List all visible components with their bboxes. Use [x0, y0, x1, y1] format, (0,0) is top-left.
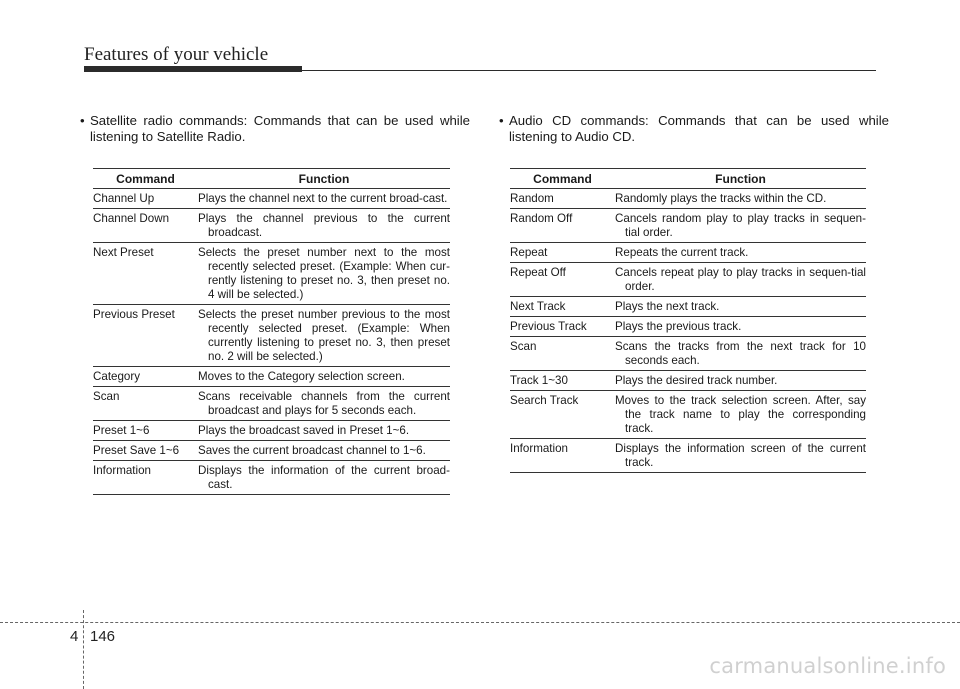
command-cell: Repeat Off [510, 263, 615, 297]
watermark: carmanualsonline.info [709, 654, 946, 678]
table-row [510, 317, 866, 337]
function-cell [615, 337, 866, 371]
command-cell: Preset 1~6 [93, 421, 198, 441]
footer-vertical-divider [83, 610, 84, 689]
command-cell: Preset Save 1~6 [93, 441, 198, 461]
function-cell [198, 305, 450, 367]
table-row [93, 421, 450, 441]
table-row [93, 367, 450, 387]
command-cell: Category [93, 367, 198, 387]
function-cell [615, 317, 866, 337]
function-text: Selects the preset number next to the most recently selected preset. (Example: When cur-rently listening to preset no. 3, then preset no. 4 will be selected.) [198, 246, 450, 301]
command-cell: Previous Preset [93, 305, 198, 367]
table-row [93, 305, 450, 367]
table-row [510, 189, 866, 209]
command-cell: Channel Up [93, 189, 198, 209]
function-cell [615, 297, 866, 317]
table-row [93, 243, 450, 305]
function-text: Displays the information of the current broad-cast. [198, 464, 450, 491]
function-cell [615, 209, 866, 243]
table-row [93, 209, 450, 243]
command-cell: Repeat [510, 243, 615, 263]
command-cell: Next Preset [93, 243, 198, 305]
footer-divider [0, 622, 960, 623]
function-text: Plays the desired track number. [615, 374, 778, 387]
function-text: Saves the current broadcast channel to 1~6. [198, 444, 426, 457]
table-row [510, 371, 866, 391]
function-cell [615, 391, 866, 439]
function-cell [615, 263, 866, 297]
function-text: Displays the information screen of the current track. [615, 442, 866, 469]
function-text: Plays the channel previous to the current broadcast. [198, 212, 450, 239]
header-rule-thick [84, 66, 302, 72]
table-header-row [93, 169, 450, 189]
table-row [510, 337, 866, 371]
satellite-table-body [93, 189, 450, 495]
table-row [93, 189, 450, 209]
header-rule-thin [302, 70, 876, 71]
table-row [510, 297, 866, 317]
function-text: Plays the channel next to the current broad-cast. [198, 192, 448, 205]
function-text: Plays the previous track. [615, 320, 742, 333]
chapter-number: 4 [70, 628, 79, 645]
function-text: Selects the preset number previous to the most recently selected preset. (Example: When currently listening to preset no. 3, then preset no. 2 will be selected.) [198, 308, 450, 363]
function-text: Scans the tracks from the next track for 10 seconds each. [615, 340, 866, 367]
function-text: Moves to the Category selection screen. [198, 370, 405, 383]
satellite-intro: • Satellite radio commands: Commands that can be used while listening to Satellite Radio. [78, 113, 470, 145]
function-cell [198, 421, 450, 441]
command-cell: Previous Track [510, 317, 615, 337]
audio-cd-commands-table [510, 168, 866, 473]
function-cell [198, 387, 450, 421]
function-cell [198, 441, 450, 461]
table-header-row [510, 169, 866, 189]
table-row [93, 461, 450, 495]
function-text: Randomly plays the tracks within the CD. [615, 192, 827, 205]
function-text: Repeats the current track. [615, 246, 749, 259]
function-cell [198, 367, 450, 387]
command-cell: Information [93, 461, 198, 495]
command-cell: Search Track [510, 391, 615, 439]
command-cell: Random Off [510, 209, 615, 243]
function-cell [615, 243, 866, 263]
command-cell: Track 1~30 [510, 371, 615, 391]
function-cell [198, 209, 450, 243]
table-row [510, 439, 866, 473]
command-cell: Random [510, 189, 615, 209]
function-cell [198, 243, 450, 305]
table-row [510, 263, 866, 297]
function-text: Plays the next track. [615, 300, 720, 313]
command-cell: Next Track [510, 297, 615, 317]
function-cell [198, 189, 450, 209]
command-cell: Scan [93, 387, 198, 421]
column-header-command: Command [93, 169, 198, 189]
table-row [510, 391, 866, 439]
column-header-function: Function [615, 169, 866, 189]
function-cell [615, 189, 866, 209]
audio-cd-intro: • Audio CD commands: Commands that can be used while listening to Audio CD. [497, 113, 889, 145]
table-row [93, 387, 450, 421]
function-cell [615, 371, 866, 391]
function-cell [615, 439, 866, 473]
command-cell: Information [510, 439, 615, 473]
function-text: Scans receivable channels from the current broadcast and plays for 5 seconds each. [198, 390, 450, 417]
page-number: 146 [90, 628, 116, 645]
function-text: Moves to the track selection screen. After, say the track name to play the corresponding track. [615, 394, 866, 435]
column-header-command: Command [510, 169, 615, 189]
header-title: Features of your vehicle [84, 44, 269, 65]
function-cell [198, 461, 450, 495]
table-row [510, 243, 866, 263]
command-cell: Channel Down [93, 209, 198, 243]
command-cell: Scan [510, 337, 615, 371]
column-header-function: Function [198, 169, 450, 189]
function-text: Plays the broadcast saved in Preset 1~6. [198, 424, 410, 437]
table-row [510, 209, 866, 243]
table-row [93, 441, 450, 461]
audio-cd-table-body [510, 189, 866, 473]
function-text: Cancels random play to play tracks in sequen-tial order. [615, 212, 866, 239]
satellite-commands-table [93, 168, 450, 495]
function-text: Cancels repeat play to play tracks in sequen-tial order. [615, 266, 866, 293]
